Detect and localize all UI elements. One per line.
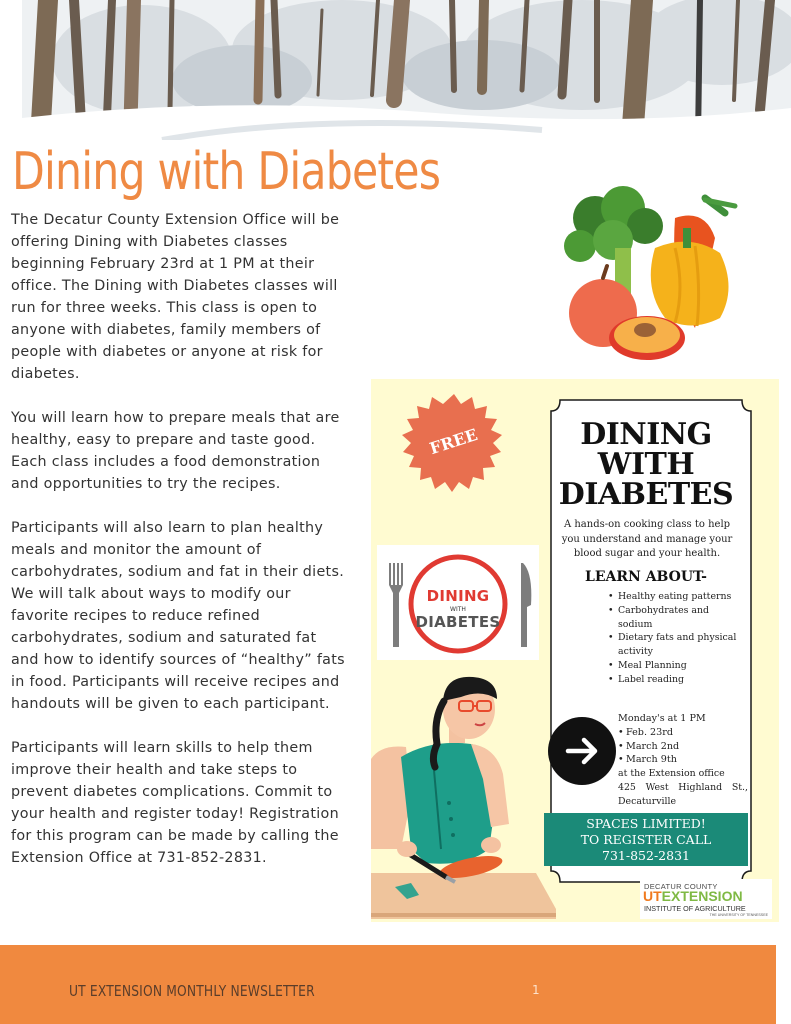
logo-line-dining: DINING (426, 587, 490, 605)
location (618, 767, 748, 808)
location-line: 425 West Highland St., (618, 781, 748, 793)
ext-logo-university: THE UNIVERSITY OF TENNESSEE (709, 913, 768, 917)
learn-about-heading: LEARN ABOUT- (585, 569, 707, 585)
register-callout (544, 813, 748, 866)
flyer-title-line: DINING (580, 417, 712, 452)
ut-extension-logo (640, 879, 772, 919)
dining-with-diabetes-logo (377, 545, 539, 660)
schedule-heading: Monday's at 1 PM (618, 713, 706, 724)
snowy-forest-photo (22, 0, 791, 140)
flyer-title-line: DIABETES (558, 477, 734, 512)
list-item: • Label reading (618, 673, 742, 687)
arrow-right-icon (548, 717, 616, 785)
list-item: • Healthy eating patterns (618, 590, 742, 604)
cook-illustration (371, 677, 509, 899)
flyer-description: A hands-on cooking class to help you understand and manage your blood sugar and your health. (561, 519, 733, 559)
page-title: Dining with Diabetes (12, 142, 441, 202)
callout-line: TO REGISTER CALL (580, 832, 712, 847)
callout-line: 731-852-2831 (602, 848, 690, 863)
page-number: 1 (532, 983, 540, 997)
schedule-date: • March 2nd (618, 740, 746, 754)
list-item: • Dietary fats and physical activity (618, 631, 742, 659)
free-badge-text: FREE (427, 424, 480, 459)
newsletter-title: UT EXTENSION MONTHLY NEWSLETTER (69, 982, 315, 1000)
logo-line-diabetes: DIABETES (415, 613, 501, 631)
article-body (11, 209, 346, 891)
schedule (618, 712, 746, 767)
ext-logo-ut: UT (643, 888, 662, 904)
schedule-date: • March 9th (618, 753, 746, 767)
list-item: • Carbohydrates and sodium (618, 604, 742, 632)
ext-logo-extension: EXTENSION (661, 888, 743, 904)
schedule-date: • Feb. 23rd (618, 726, 746, 740)
ext-logo-institute: INSTITUTE OF AGRICULTURE (644, 904, 746, 913)
ext-logo-wordmark (643, 889, 743, 903)
callout-line: SPACES LIMITED! (586, 816, 706, 831)
flyer-title-line: WITH (597, 447, 695, 482)
ext-logo-county: DECATUR COUNTY (644, 882, 718, 891)
vegetables-illustration (555, 178, 745, 368)
list-item: • Meal Planning (618, 659, 742, 673)
learn-about-list (618, 590, 742, 687)
location-line: at the Extension office (618, 768, 725, 779)
article-paragraph: You will learn how to prepare meals that are healthy, easy to prepare and taste good. Each class includes a food demonstration and opportunities to try the recipes. (11, 410, 340, 492)
article-paragraph: Participants will learn skills to help them improve their health and take steps to prevent diabetes complications. Commit to your health and register today! Registration for this program can be made by calling the Extension Office at 731-852-2831. (11, 740, 339, 866)
article-paragraph: Participants will also learn to plan healthy meals and monitor the amount of carbohydrates, sodium and fat in their diets. We will talk about ways to modify our favorite recipes to reduce refined carbohydrates, sodium and saturated fat and how to identify sources of “healthy” fats in food. Participants will receive recipes and handouts will be given to each participant. (11, 520, 345, 712)
location-line: Decaturville (618, 795, 677, 807)
article-paragraph: The Decatur County Extension Office will be offering Dining with Diabetes classes beginning February 23rd at 1 PM at their office. The Dining with Diabetes classes will run for three weeks. This class is open to anyone with diabetes, family members of people with diabetes or anyone at risk for diabetes. (11, 212, 340, 382)
fork-icon (389, 563, 403, 647)
logo-line-with: WITH (450, 606, 466, 613)
knife-icon (521, 563, 531, 647)
